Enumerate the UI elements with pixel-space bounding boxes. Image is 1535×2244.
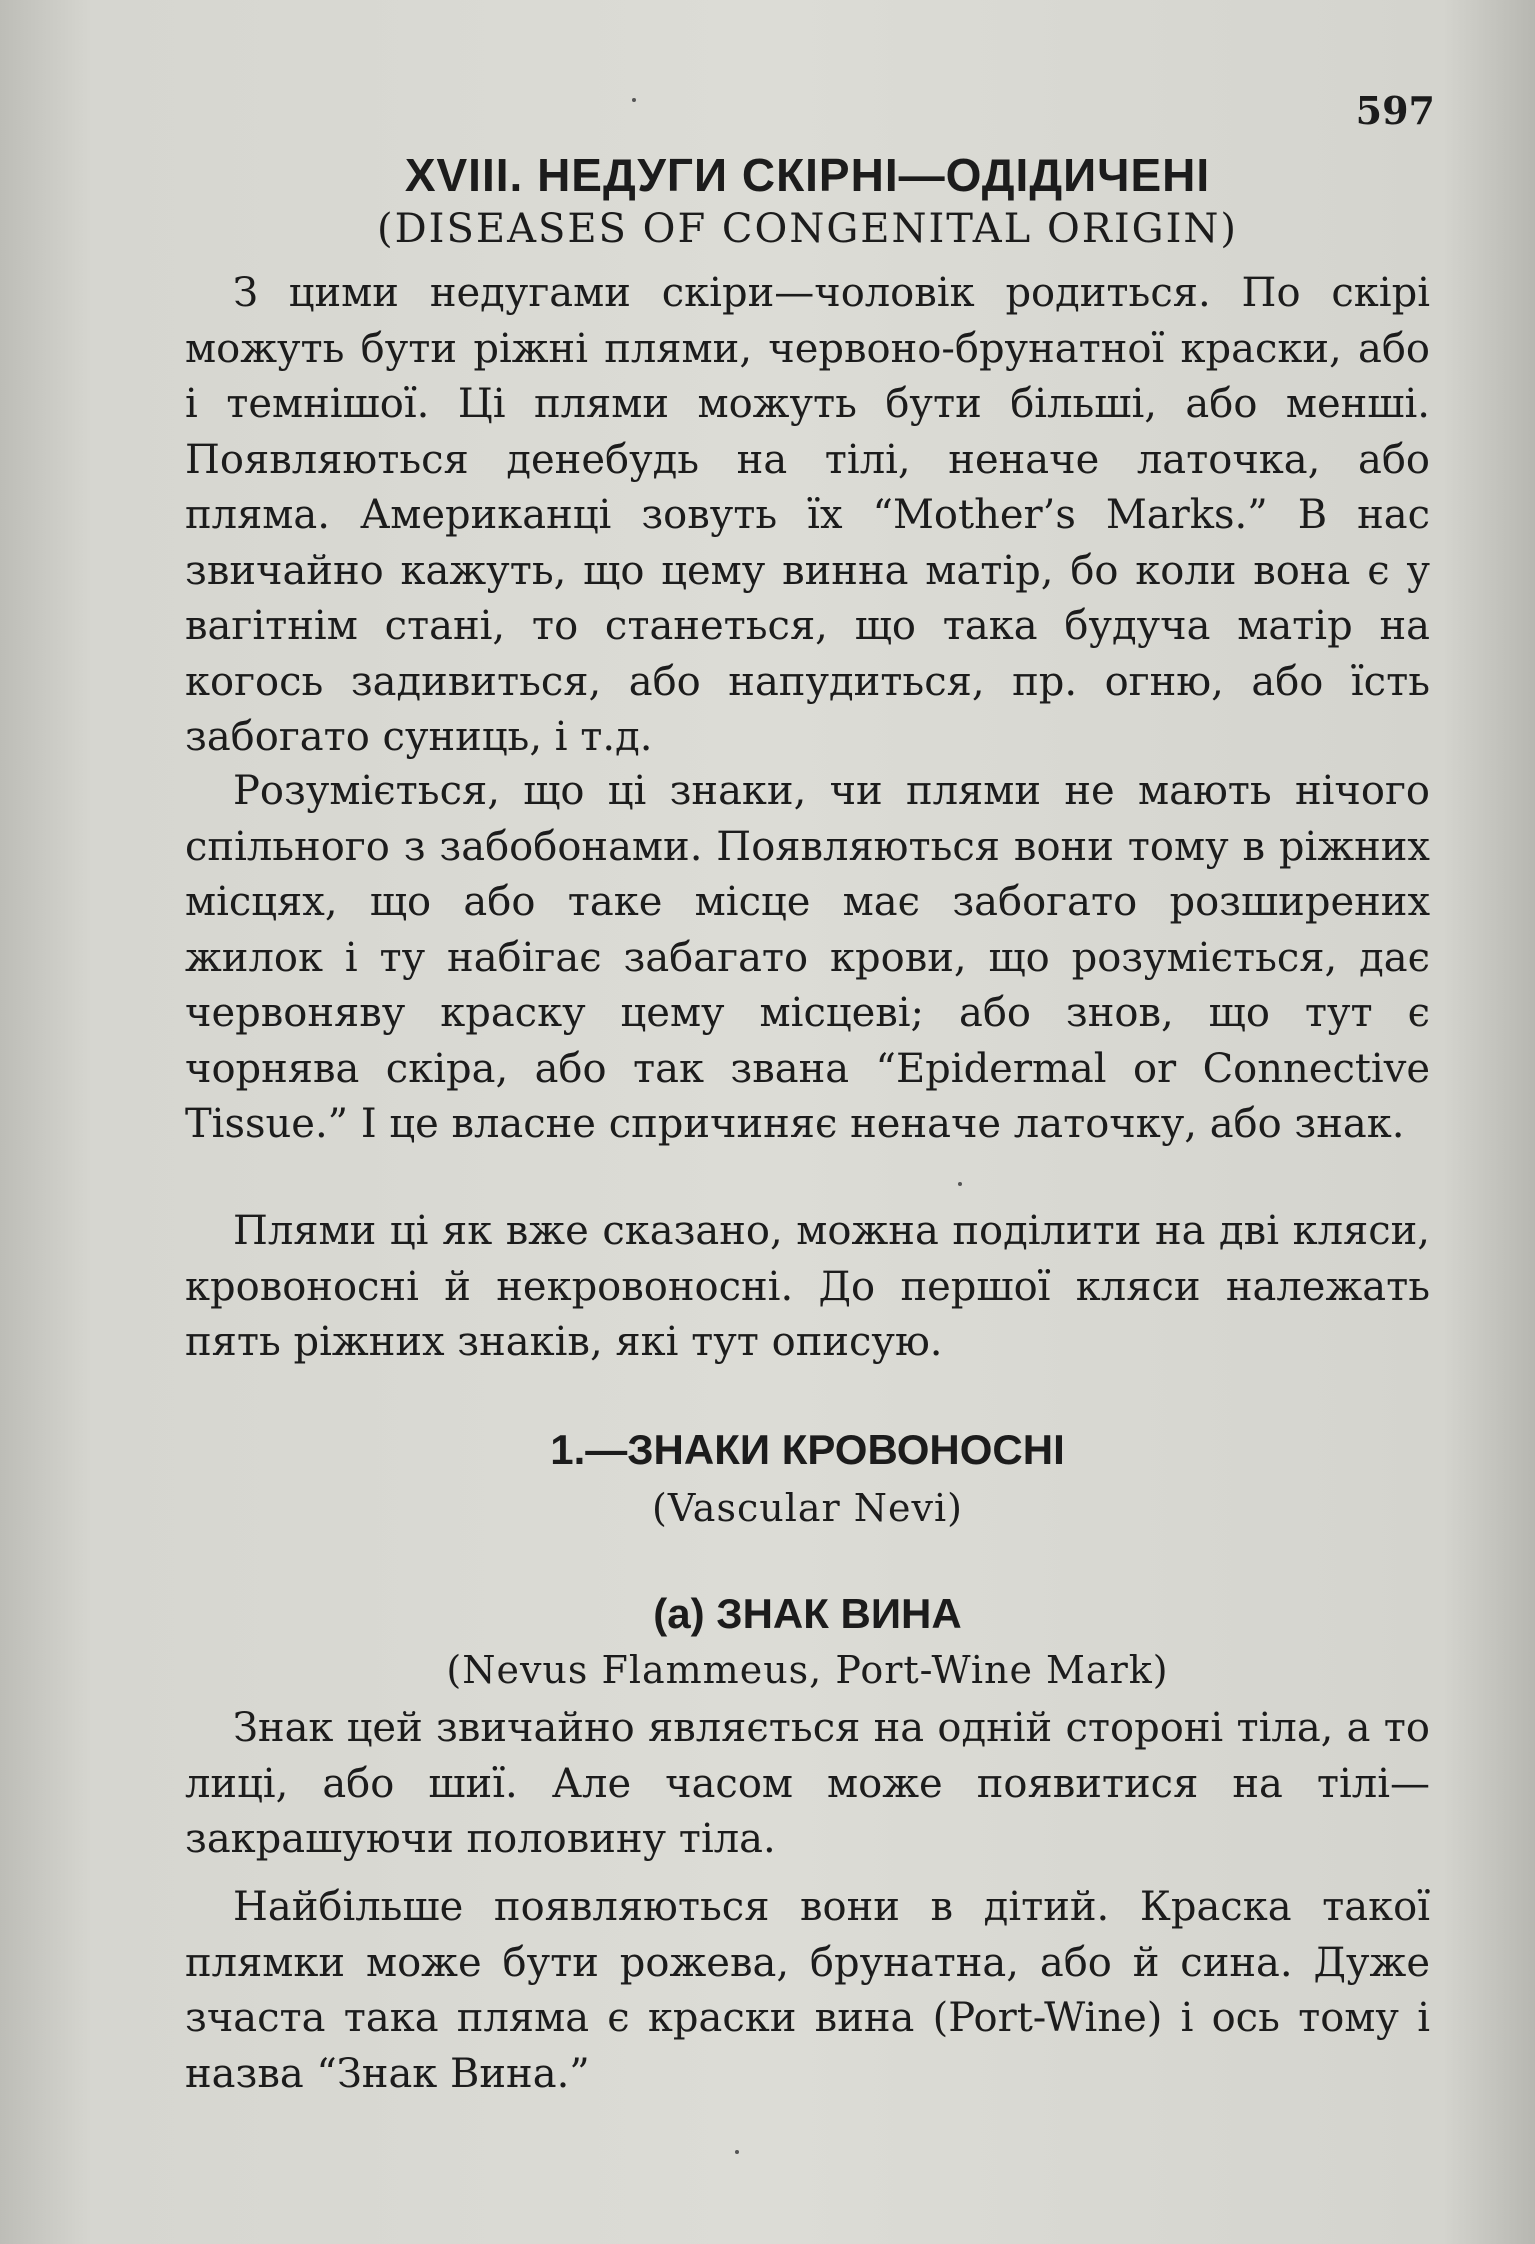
paragraph: Найбільше появляються вони в дітий. Краска такої плямки може бути рожева, брунатна, або й сина. Дуже зчаста така пляма є краски вина (Port-Wine) і ось тому і назва “Знак Вина.” xyxy=(185,1884,1430,2097)
print-speck xyxy=(735,2150,739,2154)
print-speck xyxy=(632,98,636,102)
chapter-subtitle: (DISEASES OF CONGENITAL ORIGIN) xyxy=(376,206,1239,252)
paragraph: З цими недугами скіри—чоловік родиться. По скірі можуть бути ріжні плями, червоно-брунатної краски, або і темнішої. Ці плями можуть бути більші, або менші. Появляються денебудь на тілі, неначе латочка, або пляма. Американці зовуть їх “Mother’s Marks.” В нас звичайно кажуть, що цему винна матір, бо коли вона є у вагітнім стані, то станеться, що така будуча матір на когось задивиться, або напудиться, пр. огню, або їсть забогато суниць, і т.д. xyxy=(185,270,1430,760)
paragraph: Знак цей звичайно являється на одній стороні тіла, а то лиці, або шиї. Але часом може появитися на тілі— закрашуючи половину тіла. xyxy=(185,1705,1430,1862)
subsection-subtitle: (Nevus Flammeus, Port-Wine Mark) xyxy=(446,1648,1169,1692)
paragraph: Розуміється, що ці знаки, чи плями не мають нічого спільного з забобонами. Появляються вони тому в ріжних місцях, що або таке місце має забогато розширених жилок і ту набігає забагато крови, що розуміється, дає червоняву краску цему місцеві; або знов, що тут є чорнява скіра, або так звана “Epidermal or Connective Tissue.” І це власне спричиняє неначе латочку, або знак. xyxy=(185,768,1430,1147)
section-subtitle: (Vascular Nevi) xyxy=(652,1486,963,1530)
print-speck xyxy=(958,1182,962,1186)
paragraph: Плями ці як вже сказано, можна поділити на дві кляси, кровоносні й некровоносні. До першої кляси належать пять ріжних знаків, які тут описую. xyxy=(185,1208,1430,1365)
chapter-title: XVIII. НЕДУГИ СКІРНІ—ОДІДИЧЕНІ xyxy=(404,149,1211,201)
subsection-title: (а) ЗНАК ВИНА xyxy=(653,1590,962,1637)
section-title: 1.—ЗНАКИ КРОВОНОСНІ xyxy=(550,1426,1065,1473)
page-number: 597 xyxy=(1355,88,1435,133)
